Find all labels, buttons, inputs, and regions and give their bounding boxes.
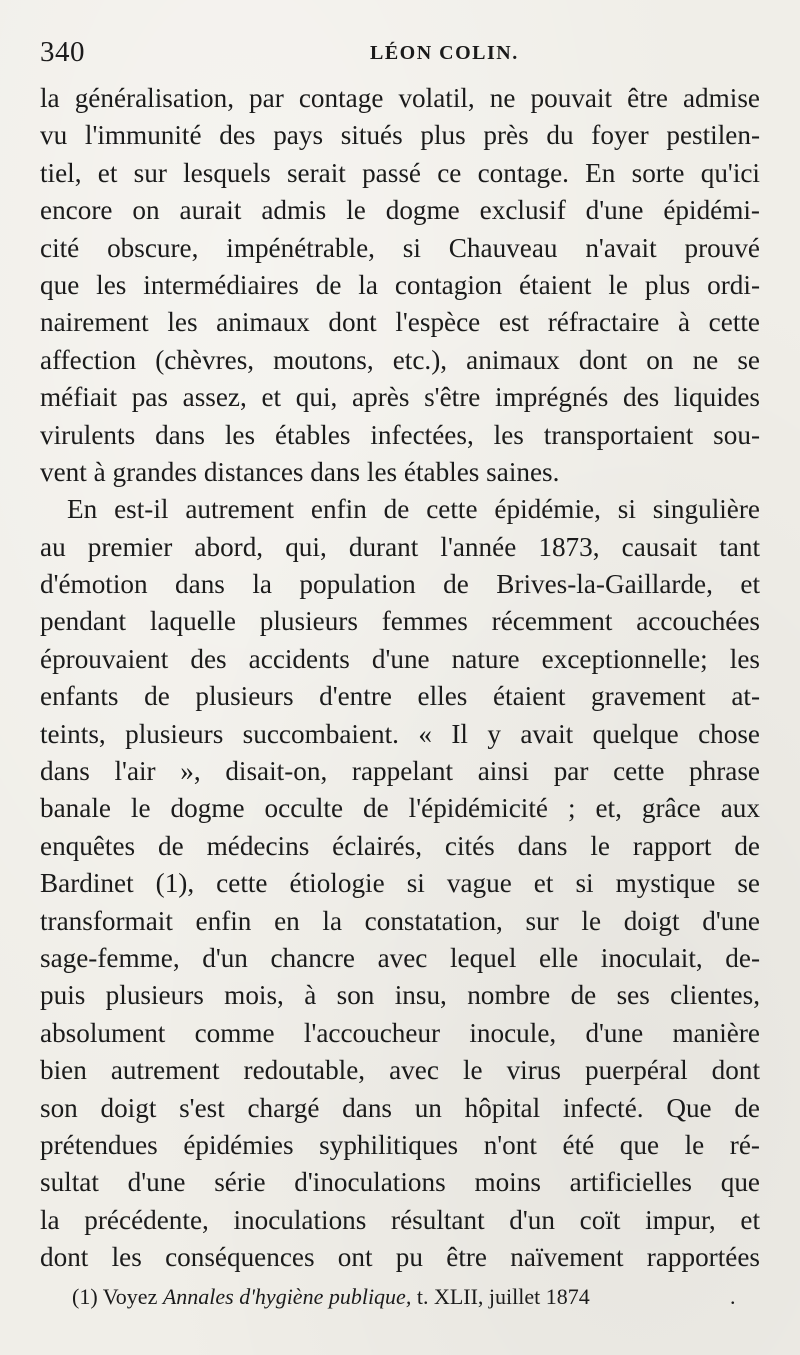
body-text — [40, 80, 760, 1277]
text-line: enquêtes de médecins éclairés, cités dans le rapport de — [40, 830, 760, 861]
text-line: sultat d'une série d'inoculations moins artificielles que — [40, 1167, 760, 1198]
text-line: transformait enfin en la constatation, sur le doigt d'une — [40, 905, 760, 936]
footnote — [72, 1282, 732, 1312]
footnote-marker: (1) Voyez — [72, 1284, 158, 1309]
text-line: virulents dans les étables infectées, les transportaient sou- — [40, 419, 760, 450]
text-line: absolument comme l'accoucheur inocule, d'une manière — [40, 1017, 760, 1048]
text-line: tiel, et sur lesquels serait passé ce contage. En sorte qu'ici — [40, 157, 760, 188]
text-line: teints, plusieurs succombaient. « Il y avait quelque chose — [40, 718, 760, 749]
text-line: dont les conséquences ont pu être naïvement rapportées — [40, 1242, 760, 1273]
text-line: que les intermédiaires de la contagion étaient le plus ordi- — [40, 269, 760, 300]
text-line: la précédente, inoculations résultant d'un coït impur, et — [40, 1204, 760, 1235]
paragraph-2 — [40, 491, 760, 1276]
page-header — [40, 36, 760, 76]
text-line: En est-il autrement enfin de cette épidémie, si singulière — [67, 494, 760, 525]
text-line: dans l'air », disait-on, rappelant ainsi par cette phrase — [40, 756, 760, 787]
text-line: banale le dogme occulte de l'épidémicité ; et, grâce aux — [40, 793, 760, 824]
text-line: vent à grandes distances dans les étables saines. — [40, 456, 560, 487]
text-line: prétendues épidémies syphilitiques n'ont été que le ré- — [40, 1129, 760, 1160]
text-line: cité obscure, impénétrable, si Chauveau n'avait prouvé — [40, 232, 760, 263]
page-number: 340 — [40, 36, 85, 68]
text-line: la généralisation, par contage volatil, ne pouvait être admise — [40, 83, 760, 113]
text-line: méfiait pas assez, et qui, après s'être imprégnés des liquides — [40, 382, 760, 413]
text-line: son doigt s'est chargé dans un hôpital infecté. Que de — [40, 1092, 760, 1123]
text-line: bien autrement redoutable, avec le virus puerpéral dont — [40, 1055, 760, 1086]
text-line: encore on aurait admis le dogme exclusif d'une épidémi- — [40, 195, 760, 226]
text-line: enfants de plusieurs d'entre elles étaient gravement at- — [40, 681, 760, 712]
text-line: éprouvaient des accidents d'une nature exceptionnelle; les — [40, 643, 760, 674]
text-line: puis plusieurs mois, à son insu, nombre de ses clientes, — [40, 980, 760, 1011]
text-line: au premier abord, qui, durant l'année 1873, causait tant — [40, 531, 760, 562]
text-line: pendant laquelle plusieurs femmes récemment accouchées — [40, 606, 760, 637]
text-line: affection (chèvres, moutons, etc.), animaux dont on ne se — [40, 344, 760, 375]
footnote-reference: t. XLII, juillet 1874 — [416, 1284, 590, 1309]
text-line: nairement les animaux dont l'espèce est réfractaire à cette — [40, 307, 760, 338]
footnote-title: Annales d'hygiène publique, — [162, 1284, 412, 1309]
text-line: vu l'immunité des pays situés plus près du foyer pestilen- — [40, 120, 760, 151]
text-line: sage-femme, d'un chancre avec lequel elle inoculait, de- — [40, 942, 760, 973]
text-line: d'émotion dans la population de Brives-la-Gaillarde, et — [40, 569, 760, 600]
text-line: Bardinet (1), cette étiologie si vague et si mystique se — [40, 868, 760, 899]
footnote-trailing-mark: . — [730, 1284, 736, 1309]
paragraph-1 — [40, 80, 760, 491]
running-head: LÉON COLIN. — [370, 42, 519, 64]
